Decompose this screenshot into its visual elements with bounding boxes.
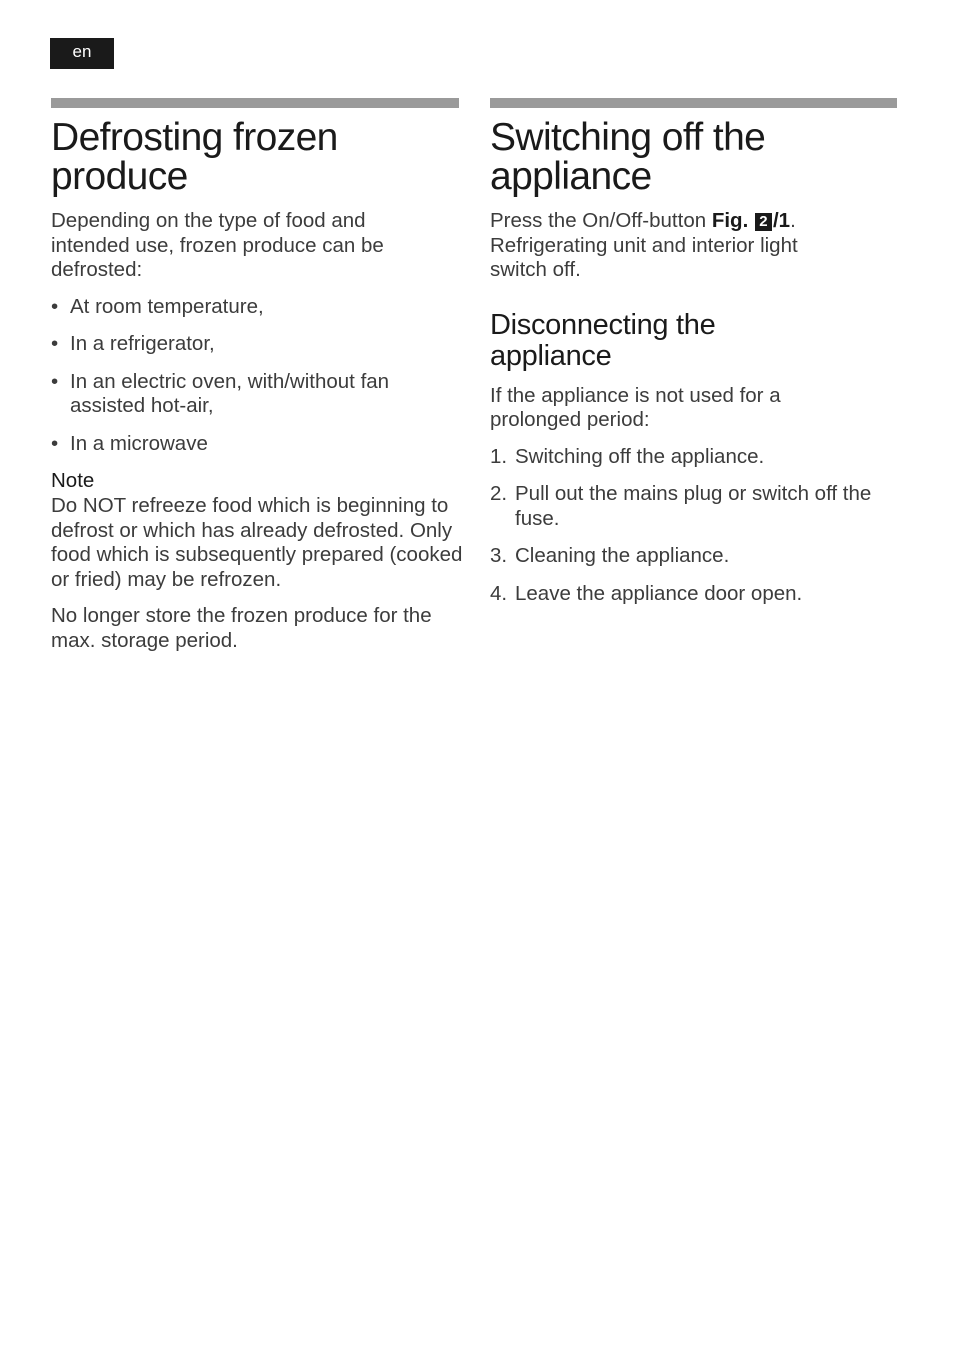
list-item [490,445,898,470]
section-title: Defrosting frozen produce [51,116,338,198]
intro-paragraph: Depending on the type of food and intended use, frozen produce can be defrosted: [51,209,384,281]
defrost-methods-list [51,295,463,457]
list-item [51,432,463,457]
bullet-marker: • [51,332,59,355]
press-paragraph [490,209,835,283]
subsection-title: Disconnecting the appliance [490,308,716,372]
press-tail: . Refrigerating unit and interior light switch off. [490,209,798,281]
section-rule [490,98,897,108]
list-item-text: In an electric oven, with/without fan assisted hot-air, [70,369,390,417]
step-text: Cleaning the appliance. [515,544,730,567]
subsection-intro: If the appliance is not used for a prolonged period: [490,383,781,431]
list-item-text: At room temperature, [70,294,264,318]
bullet-marker: • [51,369,59,393]
step-number: 3. [490,544,508,567]
step-text: Switching off the appliance. [515,444,765,468]
step-number: 1. [490,444,508,468]
list-item-text: In a microwave [70,431,208,455]
language-tab: en [50,38,114,69]
list-item [51,370,420,419]
list-item [490,482,875,531]
list-item [51,332,463,357]
list-item [490,582,898,607]
press-text: Press the On/Off-button [490,209,707,232]
section-defrosting [51,98,463,665]
section-title: Switching off the appliance [490,116,766,198]
step-number: 4. [490,581,508,605]
list-item-text: In a refrigerator, [70,332,215,355]
step-text: Leave the appliance door open. [515,581,803,605]
closing-paragraph: No longer store the frozen produce for the max. storage period. [51,604,432,652]
bullet-marker: • [51,431,59,455]
list-item [51,295,463,320]
step-text: Pull out the mains plug or switch off the fuse. [515,482,872,530]
figure-reference [712,209,790,232]
figure-number-badge: 2 [755,213,772,231]
section-rule [51,98,459,108]
section-switching-off [490,98,898,619]
note-text: Do NOT refreeze food which is beginning to defrost or which has already defrosted. Only food which is subsequently prepared (cooked or fried) may be refrozen. [51,494,463,591]
step-number: 2. [490,482,508,505]
figure-label: Fig. [711,209,749,232]
bullet-marker: • [51,294,59,318]
note-heading: Note [51,469,95,492]
list-item [490,544,898,569]
figure-item: /1 [772,209,791,232]
disconnect-steps-list [490,445,898,607]
